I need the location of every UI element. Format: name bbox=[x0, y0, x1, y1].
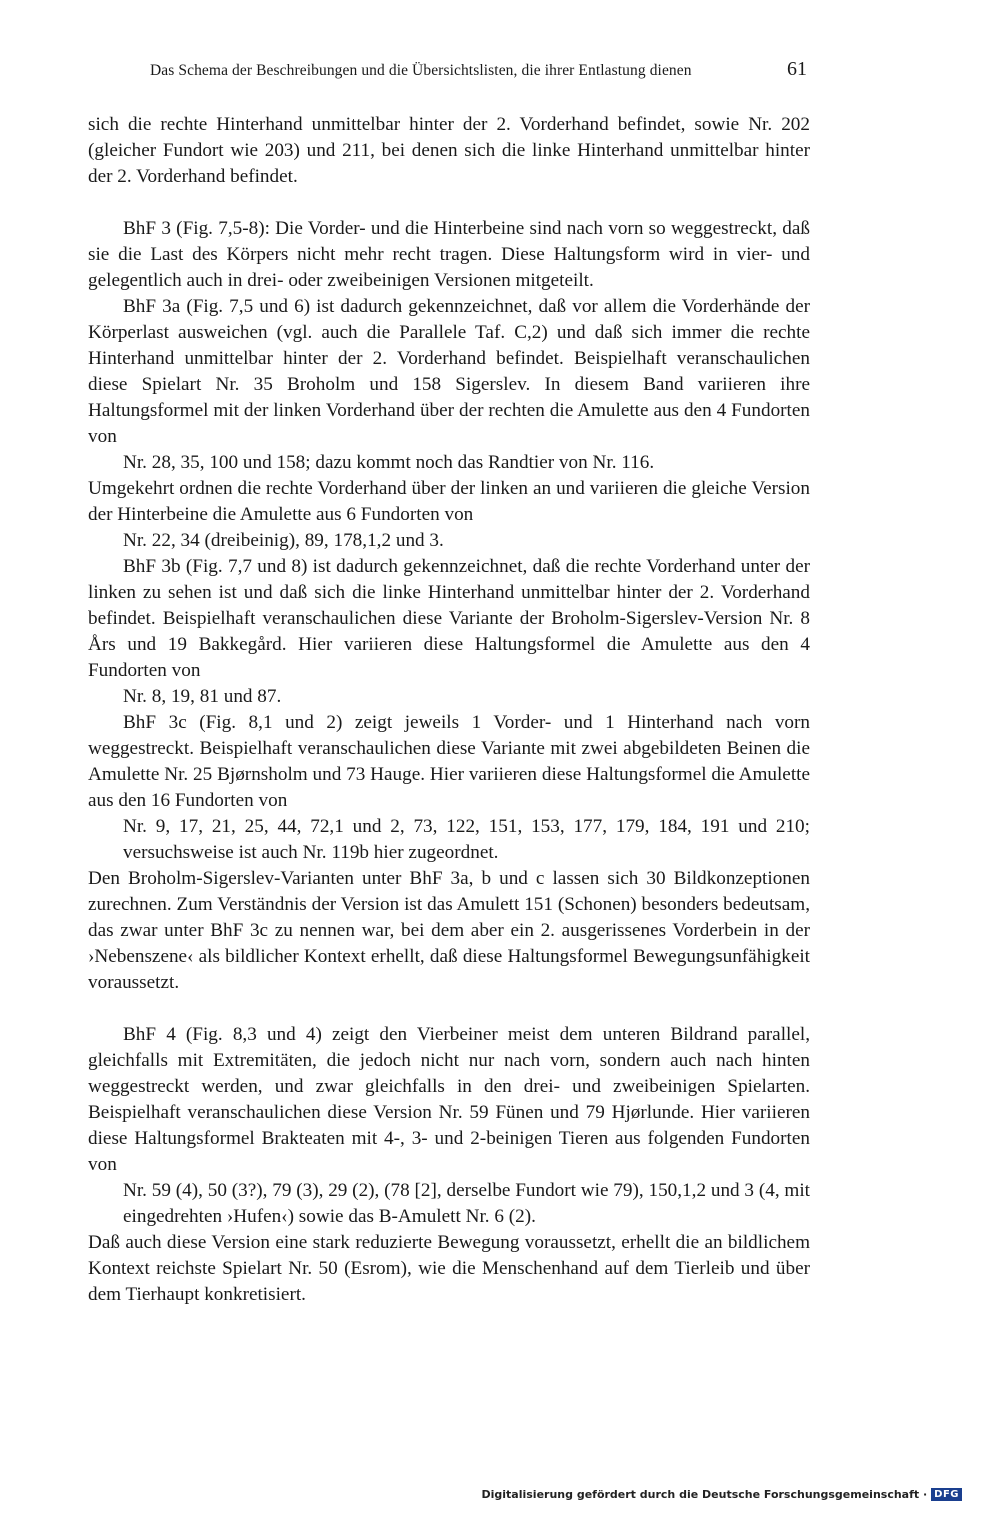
paragraph: Umgekehrt ordnen die rechte Vorderhand über der linken an und variieren die gleiche Version der Hinterbeine die Amulette aus 6 Fundorten von bbox=[88, 478, 810, 525]
paragraph: Den Broholm-Sigerslev-Varianten unter BhF 3a, b und c lassen sich 30 Bildkonzeptionen zurechnen. Zum Verständnis der Version ist das Amulett 151 (Schonen) besonders bedeutsam, das zwar unter BhF 3c zu nennen war, bei dem aber ein 2. ausgerissenes Vorderbein in der ›Nebenszene‹ als bildlicher Kontext erhellt, daß diese Haltungsformel Bewegungsunfähigkeit voraussetzt. bbox=[88, 868, 810, 993]
paragraph: Daß auch diese Version eine stark reduzierte Bewegung voraussetzt, erhellt die an bildlichem Kontext reichste Spielart Nr. 50 (Esrom), wie die Menschenhand auf dem Tierleib und über dem Tierhaupt konkretisiert. bbox=[88, 1232, 810, 1305]
digitization-credit bbox=[481, 1488, 962, 1501]
paragraph: BhF 3b (Fig. 7,7 und 8) ist dadurch gekennzeichnet, daß die rechte Vorderhand unter der linken zu sehen ist und daß sich die linke Hinterhand unmittelbar hinter der 2. Vorderhand befindet. Beispielhaft veranschaulichen diese Variante der Broholm-Sigerslev-Version Nr. 8 Års und 19 Bakkegård. Hier variieren diese Haltungsformel die Amulette aus den 4 Fundorten von bbox=[88, 556, 810, 681]
paragraph: BhF 3c (Fig. 8,1 und 2) zeigt jeweils 1 Vorder- und 1 Hinterhand nach vorn weggestreckt. Beispielhaft veranschaulichen diese Variante mit zwei abgebildeten Beinen die Amulette Nr. 25 Bjørnsholm und 73 Hauge. Hier variieren diese Haltungsformel die Amulette aus den 16 Fundorten von bbox=[88, 712, 810, 811]
paragraph: BhF 3a (Fig. 7,5 und 6) ist dadurch gekennzeichnet, daß vor allem die Vorderhände der Körperlast ausweichen (vgl. auch die Parallele Taf. C,2) und daß sich immer die rechte Hinterhand unmittelbar hinter der 2. Vorderhand befindet. Beispielhaft veranschaulichen diese Spielart Nr. 35 Broholm und 158 Sigerslev. In diesem Band variieren ihre Haltungsformel mit der linken Vorderhand über der rechten die Amulette aus den 4 Fundorten von bbox=[88, 296, 810, 447]
page-number: 61 bbox=[787, 58, 807, 80]
paragraph: BhF 3 (Fig. 7,5-8): Die Vorder- und die Hinterbeine sind nach vorn so weggestreckt, daß sie die Last des Körpers nicht mehr recht tragen. Diese Haltungsform wird in vier- und gelegentlich auch in drei- oder zweibeinigen Versionen mitgeteilt. bbox=[88, 218, 810, 291]
body-text bbox=[88, 112, 810, 1308]
paragraph: sich die rechte Hinterhand unmittelbar hinter der 2. Vorderhand befindet, sowie Nr. 202 (gleicher Fundort wie 203) und 211, bei denen sich die linke Hinterhand unmittelbar hinter der 2. Vorderhand befindet. bbox=[88, 114, 810, 187]
number-list: Nr. 28, 35, 100 und 158; dazu kommt noch das Randtier von Nr. 116. bbox=[123, 452, 655, 473]
number-list: Nr. 9, 17, 21, 25, 44, 72,1 und 2, 73, 122, 151, 153, 177, 179, 184, 191 und 210; versuchsweise ist auch Nr. 119b hier zugeordnet. bbox=[123, 816, 810, 863]
paragraph: BhF 4 (Fig. 8,3 und 4) zeigt den Vierbeiner meist dem unteren Bildrand parallel, gleichfalls mit Extremitäten, die jedoch nicht nur nach vorn, sondern auch nach hinten weggestreckt werden, und zwar gleichfalls in den drei- und zweibeinigen Spielarten. Beispielhaft veranschaulichen diese Version Nr. 59 Fünen und 79 Hjørlunde. Hier variieren diese Haltungsformel Brakteaten mit 4-, 3- und 2-beinigen Tieren aus folgenden Fundorten von bbox=[88, 1024, 810, 1175]
number-list: Nr. 8, 19, 81 und 87. bbox=[123, 686, 282, 707]
credit-text: Digitalisierung gefördert durch die Deutsche Forschungsgemeinschaft · bbox=[481, 1488, 928, 1501]
dfg-logo: DFG bbox=[931, 1488, 962, 1501]
number-list: Nr. 59 (4), 50 (3?), 79 (3), 29 (2), (78 [2], derselbe Fundort wie 79), 150,1,2 und 3 (4, mit eingedrehten ›Hufen‹) sowie das B-Amulett Nr. 6 (2). bbox=[123, 1180, 810, 1227]
running-head: Das Schema der Beschreibungen und die Übersichtslisten, die ihrer Entlastung dienen bbox=[150, 62, 692, 79]
number-list: Nr. 22, 34 (dreibeinig), 89, 178,1,2 und 3. bbox=[123, 530, 444, 551]
